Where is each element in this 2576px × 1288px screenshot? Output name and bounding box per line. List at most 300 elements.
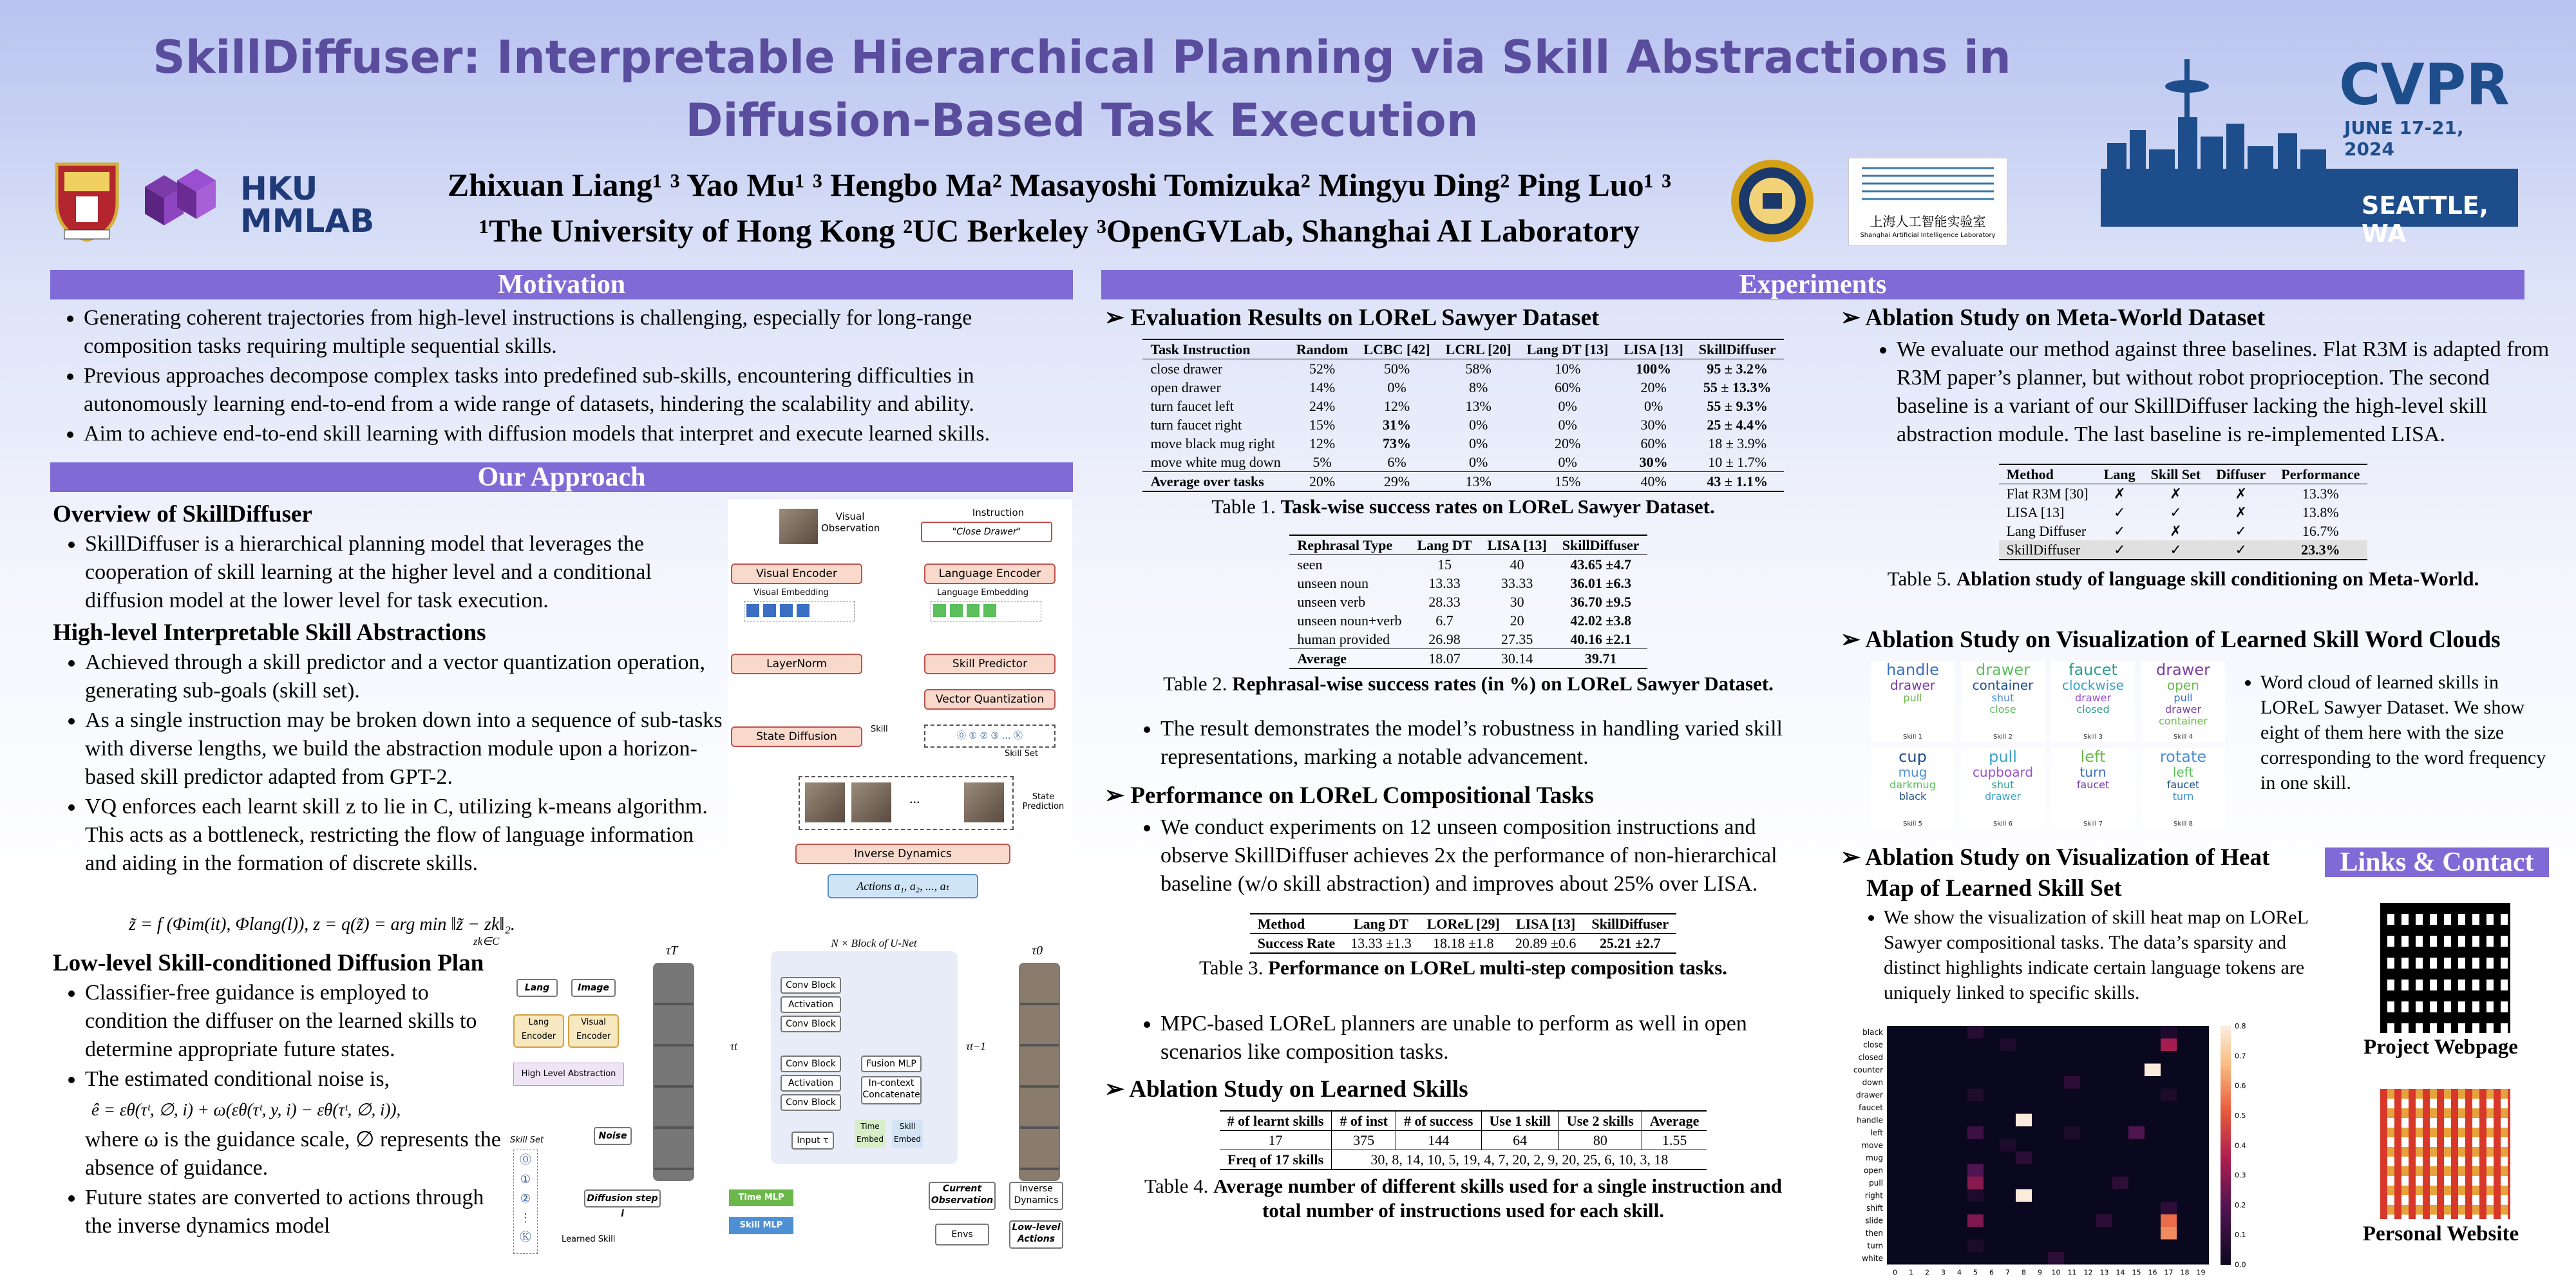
heatmap-cell [2000,1126,2016,1139]
heatmap-cell [2032,1240,2048,1253]
colorbar-segment [2221,1205,2231,1209]
heatmap-cell [2080,1202,2096,1215]
colorbar-tick-label: 0.3 [2235,1171,2246,1180]
heatmap-cell [2000,1227,2016,1240]
heatmap-cell [1935,1064,1951,1077]
table-cell: Average over tasks [1150,473,1264,489]
approach-text-lower [53,948,504,1242]
heat-map-title-2: Map of Learned Skill Set [1866,875,2122,902]
approach-text-upper [53,499,723,879]
heatmap-cell [2016,1051,2032,1064]
heatmap-cell [1903,1126,1919,1139]
table-row [1142,415,1783,434]
table-cell: ✓ [2113,542,2126,558]
heatmap-cell [2177,1114,2193,1127]
heatmap-cell [1919,1177,1935,1189]
heatmap-cell [2112,1101,2128,1114]
heatmap-cell [2193,1076,2209,1089]
colorbar-segment [2221,1094,2231,1098]
heatmap-cell [1887,1089,1903,1102]
heatmap-cell [2032,1076,2048,1089]
heatmap-cell [2032,1114,2048,1127]
cvpr-city: SEATTLE, WA [2362,191,2489,248]
heatmap-cell [2128,1051,2145,1064]
heatmap-cell [2161,1039,2177,1052]
heatmap-cell [1951,1026,1967,1039]
heatmap-cell [2000,1101,2016,1114]
column-header: LISA [13] [1515,916,1576,932]
table-cell: 17 [1220,1131,1332,1150]
heatmap-cell [2177,1240,2193,1253]
x-tick-label: 5 [1973,1268,1978,1277]
heatmap-cell [1903,1026,1919,1039]
heatmap-cell [1967,1051,1984,1064]
word-cloud-label: Skill 7 [2083,820,2103,828]
heatmap-cell [2080,1240,2096,1253]
table-cell: 13.33 [1428,575,1461,591]
heatmap-cell [1919,1240,1935,1253]
heatmap-cell [2032,1126,2048,1139]
heatmap-cell [1984,1164,2000,1177]
table-cell: 13.3% [2302,486,2339,502]
word-cloud-word: drawer [2155,661,2211,679]
word-cloud-title-text: Ablation Study on Visualization of Learned Skill Word Clouds [1865,627,2501,653]
word-cloud-note [2235,670,2550,797]
heatmap-cell [2000,1164,2016,1177]
unet-title: N × Block of U-Net [831,937,917,949]
colorbar-tick-label: 0.2 [2235,1200,2246,1209]
colorbar-segment [2221,1173,2231,1177]
heatmap-cell [1919,1139,1935,1152]
table-cell: 20% [1554,435,1581,451]
heatmap-cell [2145,1139,2161,1152]
heatmap-cell [2016,1177,2032,1189]
y-tick-label: right [1864,1191,1883,1200]
word-cloud-word: drawer [1975,661,2031,679]
heatmap-cell [2064,1039,2080,1052]
heatmap-cell [1887,1126,1903,1139]
motivation-bullet: • Aim to achieve end-to-end skill learning with diffusion models that interpret and execute learned skills. [84,420,1075,448]
heatmap-cell [1967,1076,1984,1089]
hku-mmlab-logo [138,161,396,238]
heatmap-cell [2064,1202,2080,1215]
x-tick-label: 6 [1989,1268,1994,1277]
heatmap-cell [1951,1051,1967,1064]
hku-crest-logo [52,158,122,243]
heatmap-cell [2128,1026,2145,1039]
heatmap-cell [2177,1039,2193,1052]
experiments-header: Experiments [1101,270,2524,299]
heatmap-cell [2193,1189,2209,1202]
heatmap-cell [2161,1076,2177,1089]
colorbar-segment [2221,1054,2231,1058]
colorbar-tick-label: 0.4 [2235,1141,2246,1150]
heatmap-cell [2177,1026,2193,1039]
heatmap-cell [1967,1151,1984,1164]
frames-ellipsis: ... [909,790,920,806]
colorbar-segment [2221,1097,2231,1102]
heatmap-cell [2193,1151,2209,1164]
table-cell: turn faucet left [1150,398,1234,414]
heatmap-cell [2080,1101,2096,1114]
table-cell: 12% [1383,398,1410,414]
caption-prefix: Table 2. [1163,672,1227,695]
word-cloud-word: cup [1899,748,1927,766]
table-cell: 0% [1469,454,1488,470]
meta-world-title-text: Ablation Study on Meta-World Dataset [1865,305,2266,331]
heatmap-cell [2048,1076,2064,1089]
heatmap-cell [2016,1189,2032,1202]
heatmap-cell [2145,1177,2161,1189]
colorbar-segment [2221,1145,2231,1150]
meta-world-note-text: • We evaluate our method against three baselines. Flat R3M is adapted from R3M paper’s planner, but without robot proprioception. The second baseline is a variant of our SkillDiffuser lacking the high-level skill abstraction module. The last baseline is re-implemented LISA. [1897,336,2560,449]
chevron-right-icon: ➢ [1841,305,1866,331]
table-cell: 95 ± 3.2% [1707,361,1768,377]
word-cloud-word: shut [1991,692,2014,704]
heatmap-cell [1903,1139,1919,1152]
heatmap-cell [2096,1051,2112,1064]
table-cell: SkillDiffuser [2006,542,2081,558]
heatmap-cell [1935,1177,1951,1189]
heatmap-cell [2032,1026,2048,1039]
heatmap-cell [1919,1126,1935,1139]
table-4-caption [1135,1174,1792,1223]
word-cloud-word: drawer [1984,790,2022,802]
colorbar-segment [2221,1106,2231,1110]
colorbar-segment [2221,1057,2231,1062]
heatmap-cell [2145,1164,2161,1177]
heatmap-cell [1967,1101,1984,1114]
heatmap-cell [2145,1114,2161,1127]
heatmap-cell [1887,1139,1903,1152]
table-cell: move black mug right [1150,435,1276,451]
y-tick-label: move [1861,1141,1883,1150]
heatmap-cell [2145,1076,2161,1089]
personal-website-qr-code[interactable] [2375,1084,2515,1224]
column-header: Diffuser [2216,466,2266,482]
heatmap-cell [2177,1089,2193,1102]
heatmap-cell [2048,1126,2064,1139]
caption-prefix: Table 5. [1887,567,1952,590]
heatmap-cell [1903,1051,1919,1064]
embedding-word: Embedding [781,588,829,598]
column-header: Task Instruction [1150,341,1251,357]
heatmap-cell [2145,1240,2161,1253]
table-cell: 27.35 [1501,631,1533,647]
word-cloud-label: Skill 5 [1902,820,1922,828]
heatmap-cell [2128,1089,2145,1102]
colorbar-segment [2221,1161,2231,1166]
table-cell: human provided [1297,631,1390,647]
word-cloud-label: Skill 2 [1993,734,2012,741]
heatmap-cell [2016,1202,2032,1215]
heatmap-cell [1919,1202,1935,1215]
table-cell: 20% [1309,473,1336,489]
table-header-row [1999,464,2368,484]
t3-grid [1250,913,1676,954]
heatmap-cell [1984,1240,2000,1253]
heatmap-cell [2048,1151,2064,1164]
table-cell: 30, 8, 14, 10, 5, 19, 4, 7, 20, 2, 9, 20, 25, 6, 10, 3, 18 [1370,1151,1669,1168]
colorbar-segment [2221,1149,2231,1153]
heatmap-cell [2016,1039,2032,1052]
colorbar-segment [2221,1225,2231,1229]
heatmap-cell [1984,1151,2000,1164]
table-cell: 144 [1396,1131,1481,1150]
heatmap-cell [2096,1202,2112,1215]
heatmap-cell [2032,1051,2048,1064]
table-cell: 18.07 [1428,650,1461,667]
word-cloud-word: drawer [2074,692,2112,704]
heatmap-cell [2048,1114,2064,1127]
word-cloud [2141,748,2225,829]
heatmap-cell [2016,1151,2032,1164]
heatmap-cell [2032,1252,2048,1265]
heatmap-cell [1967,1089,1984,1102]
approach-header: Our Approach [50,462,1073,492]
heatmap-cell [1951,1202,1967,1215]
word-cloud-label: Skill 3 [2083,734,2103,741]
table-4 [1135,1110,1792,1223]
t5-grid [1999,464,2368,560]
envs-box: Envs [935,1224,989,1245]
table-cell: 40 [1510,556,1524,573]
heatmap-cell [2000,1215,2016,1227]
table-cell: 13.33 ±1.3 [1350,935,1412,951]
project-webpage-qr-code[interactable] [2375,898,2515,1038]
table-cell: 15% [1309,417,1336,433]
heatmap-cell [2016,1101,2032,1114]
time-mlp-block: Time MLP [729,1189,793,1206]
x-tick-label: 14 [2116,1268,2125,1277]
heatmap-cell [2000,1151,2016,1164]
heatmap-cell [2128,1215,2145,1227]
heatmap-cell [2112,1215,2128,1227]
heatmap-cell [1984,1126,2000,1139]
heatmap-cell [1903,1189,1919,1202]
heatmap-cell [2096,1039,2112,1052]
y-tick-label: faucet [1859,1103,1883,1112]
heatmap-cell [2193,1252,2209,1265]
caption-text: Rephrasal-wise success rates (in %) on LOReL Sawyer Dataset. [1232,672,1774,695]
word-cloud-grid [1871,661,2231,835]
conv-block: Conv Block [781,1094,841,1111]
heatmap-cell [1919,1101,1935,1114]
heatmap-cell [1951,1164,1967,1177]
table-cell: ✓ [2113,504,2126,520]
heatmap-cell [2193,1227,2209,1240]
table-header-row [1250,914,1676,934]
heatmap-cell [1903,1089,1919,1102]
heatmap-cell [2112,1252,2128,1265]
heatmap-cell [2128,1076,2145,1089]
table-cell: 14% [1309,379,1336,395]
column-header: Rephrasal Type [1297,537,1393,553]
learned-skill-label: Learned Skill [562,1235,616,1244]
word-cloud-word: clockwise [2061,677,2124,693]
heatmap-cell [2112,1089,2128,1102]
in-context-concatenate-block: In-context Concatenate [861,1076,922,1104]
table-row [1220,1150,1707,1170]
heatmap-cell [2096,1151,2112,1164]
heatmap-cell [2048,1240,2064,1253]
table-cell: 31% [1383,417,1412,433]
comp-title-text: Performance on LOReL Compositional Tasks [1130,782,1594,809]
heatmap-cell [2048,1051,2064,1064]
colorbar-segment [2221,1197,2231,1202]
heatmap-cell [1919,1252,1935,1265]
heatmap-cell [2128,1064,2145,1077]
colorbar-segment [2221,1133,2231,1138]
word-cloud-word: black [1899,790,1927,802]
table-cell: Success Rate [1257,935,1336,951]
heatmap-cell [1935,1215,1951,1227]
heatmap-cell [1967,1177,1984,1189]
table-cell: 30.14 [1501,650,1533,667]
table-cell: unseen noun [1297,575,1368,591]
meta-world-note [1864,336,2560,450]
table-cell: 0% [1558,417,1577,433]
skill-mlp-block: Skill MLP [729,1217,793,1234]
table-cell: 52% [1309,361,1336,377]
heatmap-cell [1919,1089,1935,1102]
heatmap-cell [2096,1026,2112,1039]
word-cloud-word: container [1972,677,2034,693]
heatmap-cell [1919,1039,1935,1052]
heatmap-cell [2048,1252,2064,1265]
word-cloud-title [1841,625,2523,656]
colorbar-segment [2221,1113,2231,1118]
t1-grid [1142,339,1783,492]
heatmap-cell [2128,1240,2145,1253]
word-cloud-word: shut [1991,779,2014,791]
y-tick-label: pull [1869,1179,1883,1188]
y-tick-label: down [1862,1078,1883,1087]
table-cell: Lang Diffuser [2006,523,2087,539]
heatmap-cell [2096,1126,2112,1139]
colorbar-segment [2221,1086,2231,1090]
colorbar-segment [2221,1240,2231,1245]
colorbar-segment [2221,1074,2231,1078]
mpc-note [1128,1010,1811,1068]
heatmap-cell [2080,1164,2096,1177]
y-tick-label: counter [1853,1065,1883,1075]
table-cell: ✗ [2170,523,2182,539]
heatmap-cell [2161,1240,2177,1253]
heatmap-cell [2016,1076,2032,1089]
personal-website-label[interactable]: Personal Website [2362,1222,2519,1245]
low-level-bullet: • Future states are converted to actions through the inverse dynamics model [85,1184,504,1240]
heatmap-cell [1919,1215,1935,1227]
table-cell: 6.7 [1435,612,1454,629]
table-cell: 30% [1639,454,1668,470]
table-2-caption [1140,672,1797,696]
learned-skills-title-text: Ablation Study on Learned Skills [1129,1076,1468,1103]
heatmap-cell [2112,1151,2128,1164]
heatmap-cell [2080,1227,2096,1240]
heatmap-cell [2112,1064,2128,1077]
column-header: # of learnt skills [1220,1111,1332,1131]
word-cloud [2051,661,2135,742]
colorbar-segment [2221,1209,2231,1213]
skill-set-column: ⓪ ① ② ⋮ Ⓚ [513,1150,538,1254]
heatmap-cell [2177,1151,2193,1164]
heatmap-cell [1935,1252,1951,1265]
actions-output: Actions a₁, a₂, ..., aₜ [828,874,978,898]
heatmap-cell [2000,1252,2016,1265]
links-contact-header: Links & Contact [2325,848,2549,877]
hku-text: HKU [240,170,318,207]
heatmap-cell [2080,1114,2096,1127]
table-cell: ✗ [2170,486,2182,502]
word-cloud-word: mug [1898,764,1927,780]
heatmap-cell [1903,1039,1919,1052]
heatmap-cell [2161,1215,2177,1227]
inverse-dynamics-block: Inverse Dynamics [795,844,1010,864]
state-prediction-label: State Prediction [1022,792,1065,811]
table-cell: 0% [1469,417,1488,433]
image-input: Image [571,979,616,997]
heatmap-cell [1887,1227,1903,1240]
heatmap-cell [2177,1139,2193,1152]
heatmap-cell [2161,1177,2177,1189]
heatmap-cell [2064,1089,2080,1102]
skill-set-label: Skill Set [1005,749,1039,759]
colorbar-segment [2221,1026,2231,1030]
table-3-caption [1135,956,1792,980]
heatmap-cell [1887,1164,1903,1177]
column-header: Skill Set [2150,466,2201,482]
project-webpage-label[interactable]: Project Webpage [2363,1036,2518,1059]
heatmap-cell [2000,1064,2016,1077]
word-cloud-word: faucet [2166,779,2200,791]
column-header: Lang DT [1417,537,1472,553]
heatmap-cell [2128,1126,2145,1139]
table-cell: 20 [1510,612,1524,629]
language-embedding-label [937,588,1028,598]
heatmap-cell [1951,1039,1967,1052]
heatmap-cell [2096,1101,2112,1114]
heatmap-cell [1984,1051,2000,1064]
table-row [1250,934,1676,954]
heatmap-cell [1935,1026,1951,1039]
heatmap-cell [2145,1202,2161,1215]
heatmap-cell [2161,1114,2177,1127]
colorbar-segment [2221,1153,2231,1158]
equation-vq [129,914,708,947]
vector-quantization-block: Vector Quantization [924,689,1056,710]
heatmap-cell [1984,1064,2000,1077]
heatmap-cell [2032,1151,2048,1164]
heatmap-cell [2080,1064,2096,1077]
comp-title [1104,781,1813,811]
word-cloud-note-text: • Word cloud of learned skills in LOReL Sawyer Dataset. We show eight of them here with the size corresponding to the word frequency in one skill. [2260,670,2550,795]
eval-title-text: Evaluation Results on LOReL Sawyer Dataset [1130,305,1600,331]
heatmap-cell [2177,1177,2193,1189]
heatmap-cell [2112,1114,2128,1127]
heatmap-cell [2032,1101,2048,1114]
tau-0-label: τ0 [1032,943,1043,958]
colorbar-segment [2221,1034,2231,1038]
heatmap-cell [2145,1026,2161,1039]
heatmap-cell [2016,1064,2032,1077]
shanghai-lab-cn: 上海人工智能实验室 [1870,214,1986,229]
heatmap-cell [2000,1202,2016,1215]
heatmap-cell [2064,1189,2080,1202]
x-tick-label: 11 [2067,1268,2077,1277]
y-tick-label: turn [1867,1241,1883,1251]
table-cell: 58% [1465,361,1492,377]
